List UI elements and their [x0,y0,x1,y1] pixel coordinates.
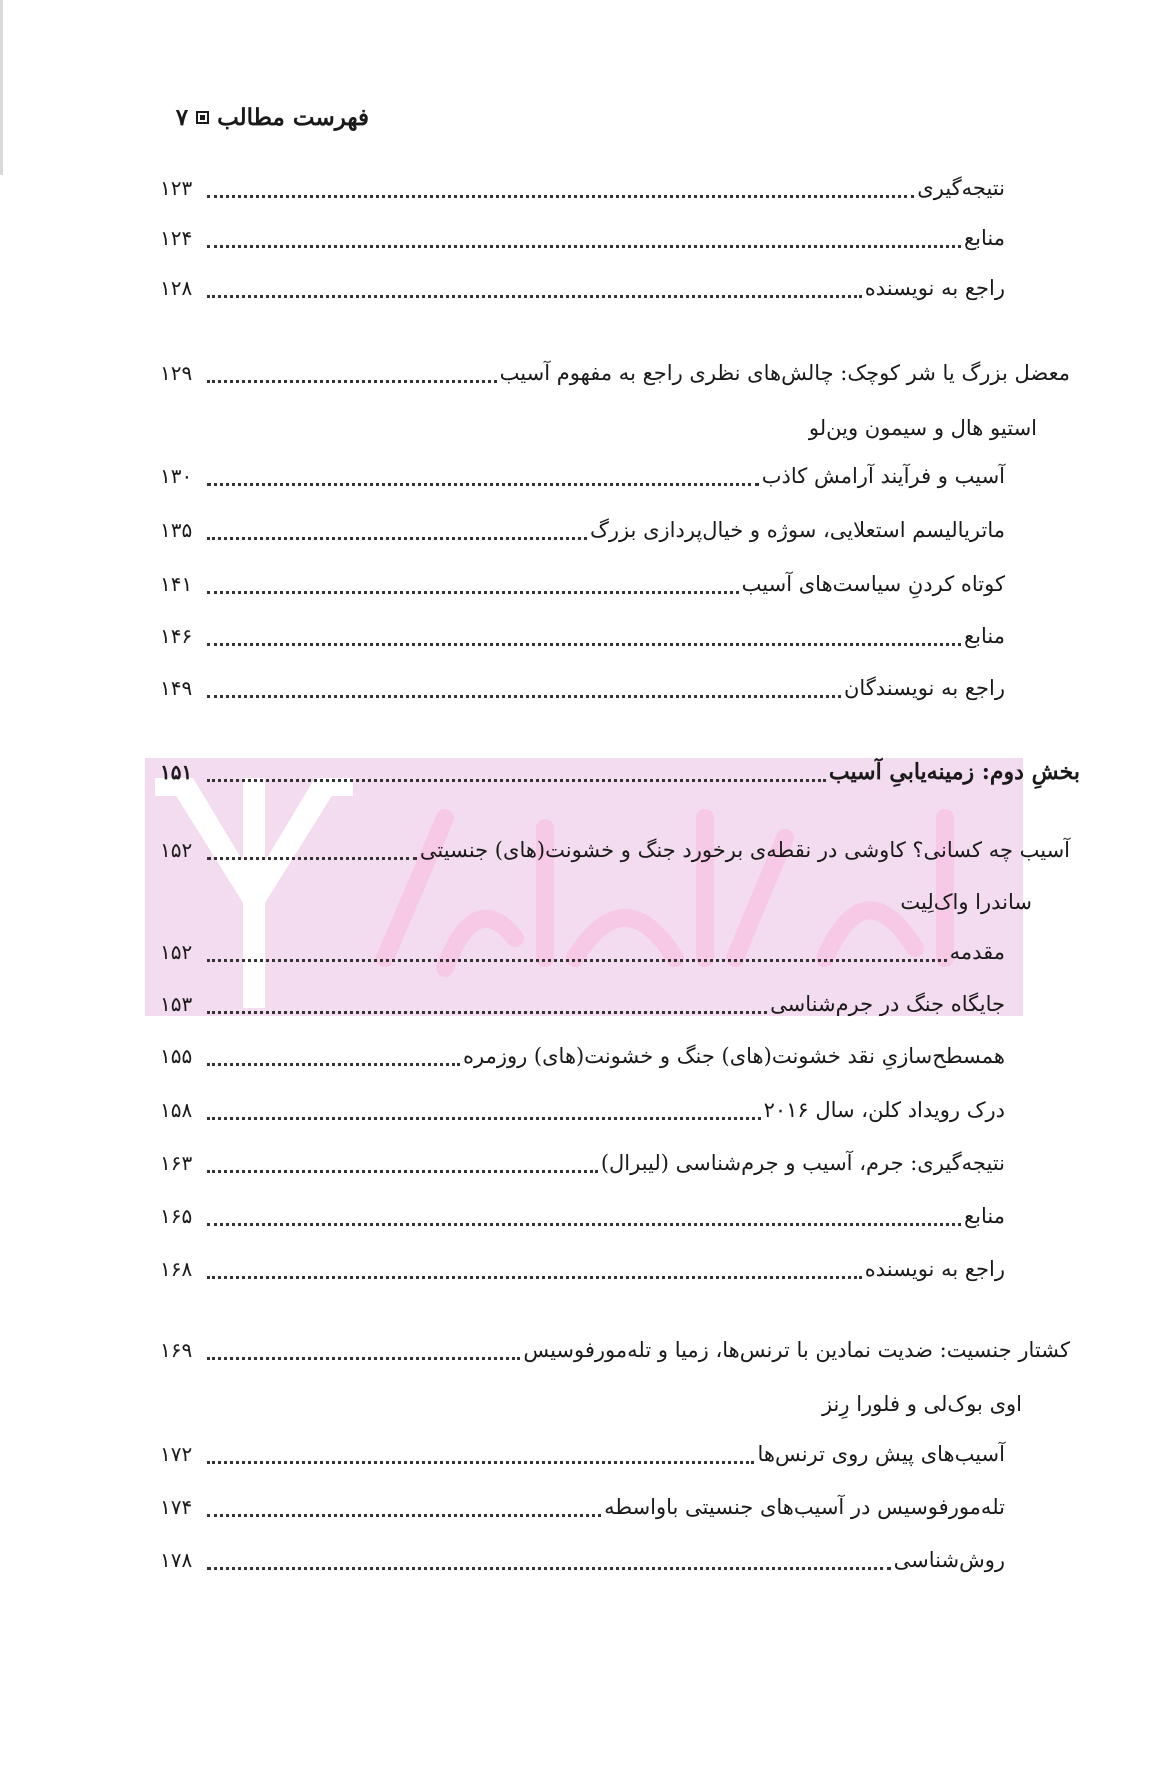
toc-entry[interactable] [160,1036,1005,1076]
page-edge-shadow [0,0,3,175]
toc-entry-title: درک رویداد کلن، سال ۲۰۱۶ [763,1098,1005,1122]
dot-leader [207,175,914,198]
toc-entry-title: بخشِ دوم: زمینه‌یابیِ آسیب [828,759,1080,785]
toc-entry-title: مقدمه [949,940,1005,964]
dot-leader [207,1203,961,1226]
toc-entry-page: ۱۷۸ [160,1548,193,1572]
toc-entry[interactable] [160,616,1005,656]
toc-entry-title: کوتاه کردنِ سیاست‌های آسیب [741,572,1005,596]
running-head [176,104,369,131]
toc-entry-page: ۱۴۶ [160,624,193,648]
toc-entry-title: راجع به نویسنده [864,1257,1005,1281]
toc-entry-page: ۱۳۵ [160,518,193,542]
toc-entry-page: ۱۶۹ [160,1338,193,1362]
dot-leader [207,1337,520,1360]
dot-leader [207,1043,460,1066]
toc-entry-title: جایگاه جنگ در جرم‌شناسی [770,992,1005,1016]
dot-leader [207,1256,862,1279]
toc-entry[interactable] [160,268,1005,308]
watermark-logo-icon [145,758,1023,1016]
toc-entry[interactable] [160,1090,1005,1130]
dot-leader [207,1494,601,1517]
toc-part-heading[interactable] [160,752,1080,792]
toc-entry-page: ۱۵۳ [160,992,193,1016]
toc-entry-page: ۱۷۲ [160,1442,193,1466]
toc-entry-title: روش‌شناسی [893,1548,1005,1572]
toc-entry-title: نتیجه‌گیری: جرم، آسیب و جرم‌شناسی (لیبرال) [600,1151,1005,1175]
dot-leader [207,623,961,646]
toc-entry-page: ۱۶۸ [160,1257,193,1281]
toc-entry-title: آسیب چه کسانی؟ کاوشی در نقطه‌ی برخورد جنگ و خشونت(های) جنسیتی [419,838,1070,862]
chapter-author: ساندرا واک‌لِیت [900,890,1032,914]
toc-entry-page: ۱۲۸ [160,276,193,300]
toc-entry-title: راجع به نویسندگان [843,676,1005,700]
toc-entry-title: راجع به نویسنده [864,276,1005,300]
toc-chapter-entry[interactable] [160,353,1070,393]
toc-entry[interactable] [160,984,1005,1024]
toc-entry-page: ۱۵۸ [160,1098,193,1122]
toc-entry[interactable] [160,1196,1005,1236]
toc-entry[interactable] [160,1249,1005,1289]
dot-leader [207,1097,761,1120]
toc-entry-page: ۱۵۵ [160,1044,193,1068]
toc-entry[interactable] [160,1434,1005,1474]
toc-entry-page: ۱۲۴ [160,226,193,250]
dot-leader [207,517,587,540]
running-head-title: فهرست مطالب [217,104,369,131]
toc-entry-title: نتیجه‌گیری [917,176,1005,200]
toc-entry[interactable] [160,456,1005,496]
chapter-author: استیو هال و سیمون وین‌لو [808,416,1037,440]
toc-entry-title: منابع [963,624,1005,648]
toc-entry[interactable] [160,1487,1005,1527]
toc-entry[interactable] [160,564,1005,604]
dot-leader [207,225,961,248]
toc-entry-title: کشتار جنسیت: ضدیت نمادین با ترنس‌ها، زمیا و تله‌مورفوسیس [523,1338,1070,1362]
chapter-author: اوی بوک‌لی و فلورا رِنز [821,1392,1022,1416]
toc-entry-page: ۱۵۲ [160,940,193,964]
toc-entry-title: معضل بزرگ یا شر کوچک: چالش‌های نظری راجع به مفهوم آسیب [499,361,1070,385]
dot-leader [207,991,767,1014]
dot-leader [207,939,947,962]
toc-entry-title: همسطح‌سازیِ نقد خشونت(های) جنگ و خشونت(های) روزمره [462,1044,1005,1068]
toc-entry-title: ماتریالیسم استعلایی، سوژه و خیال‌پردازی بزرگ [590,518,1005,542]
toc-entry-title: منابع [963,1204,1005,1228]
square-bullet-icon [196,111,209,124]
toc-entry-page: ۱۲۳ [160,176,193,200]
toc-entry-page: ۱۷۴ [160,1495,193,1519]
dot-leader [207,463,759,486]
dot-leader [207,275,862,298]
toc-entry-page: ۱۵۱ [160,760,193,784]
toc-entry-page: ۱۴۹ [160,676,193,700]
dot-leader [207,837,417,860]
dot-leader [207,360,497,383]
toc-entry-title: منابع [963,226,1005,250]
toc-entry[interactable] [160,218,1005,258]
dot-leader [207,571,739,594]
toc-entry[interactable] [160,510,1005,550]
dot-leader [207,1441,754,1464]
running-head-page-number: ۷ [175,104,189,131]
toc-chapter-entry[interactable] [160,1330,1070,1370]
toc-entry-page: ۱۳۰ [160,464,193,488]
publisher-watermark [145,758,1023,1016]
toc-entry-title: تله‌مورفوسیس در آسیب‌های جنسیتی باواسطه [604,1495,1005,1519]
toc-entry-page: ۱۵۲ [160,838,193,862]
toc-entry[interactable] [160,168,1005,208]
dot-leader [207,1150,598,1173]
toc-entry-title: آسیب‌های پیش روی ترنس‌ها [757,1442,1005,1466]
toc-entry[interactable] [160,932,1005,972]
toc-chapter-entry[interactable] [160,830,1070,870]
toc-entry-page: ۱۲۹ [160,361,193,385]
toc-entry[interactable] [160,668,1005,708]
toc-entry-title: آسیب و فرآیند آرامش کاذب [761,464,1005,488]
toc-entry-page: ۱۶۳ [160,1151,193,1175]
dot-leader [207,759,826,782]
dot-leader [207,1547,891,1570]
toc-entry-page: ۱۴۱ [160,572,193,596]
toc-entry[interactable] [160,1143,1005,1183]
toc-entry[interactable] [160,1540,1005,1580]
dot-leader [207,675,841,698]
toc-entry-page: ۱۶۵ [160,1204,193,1228]
